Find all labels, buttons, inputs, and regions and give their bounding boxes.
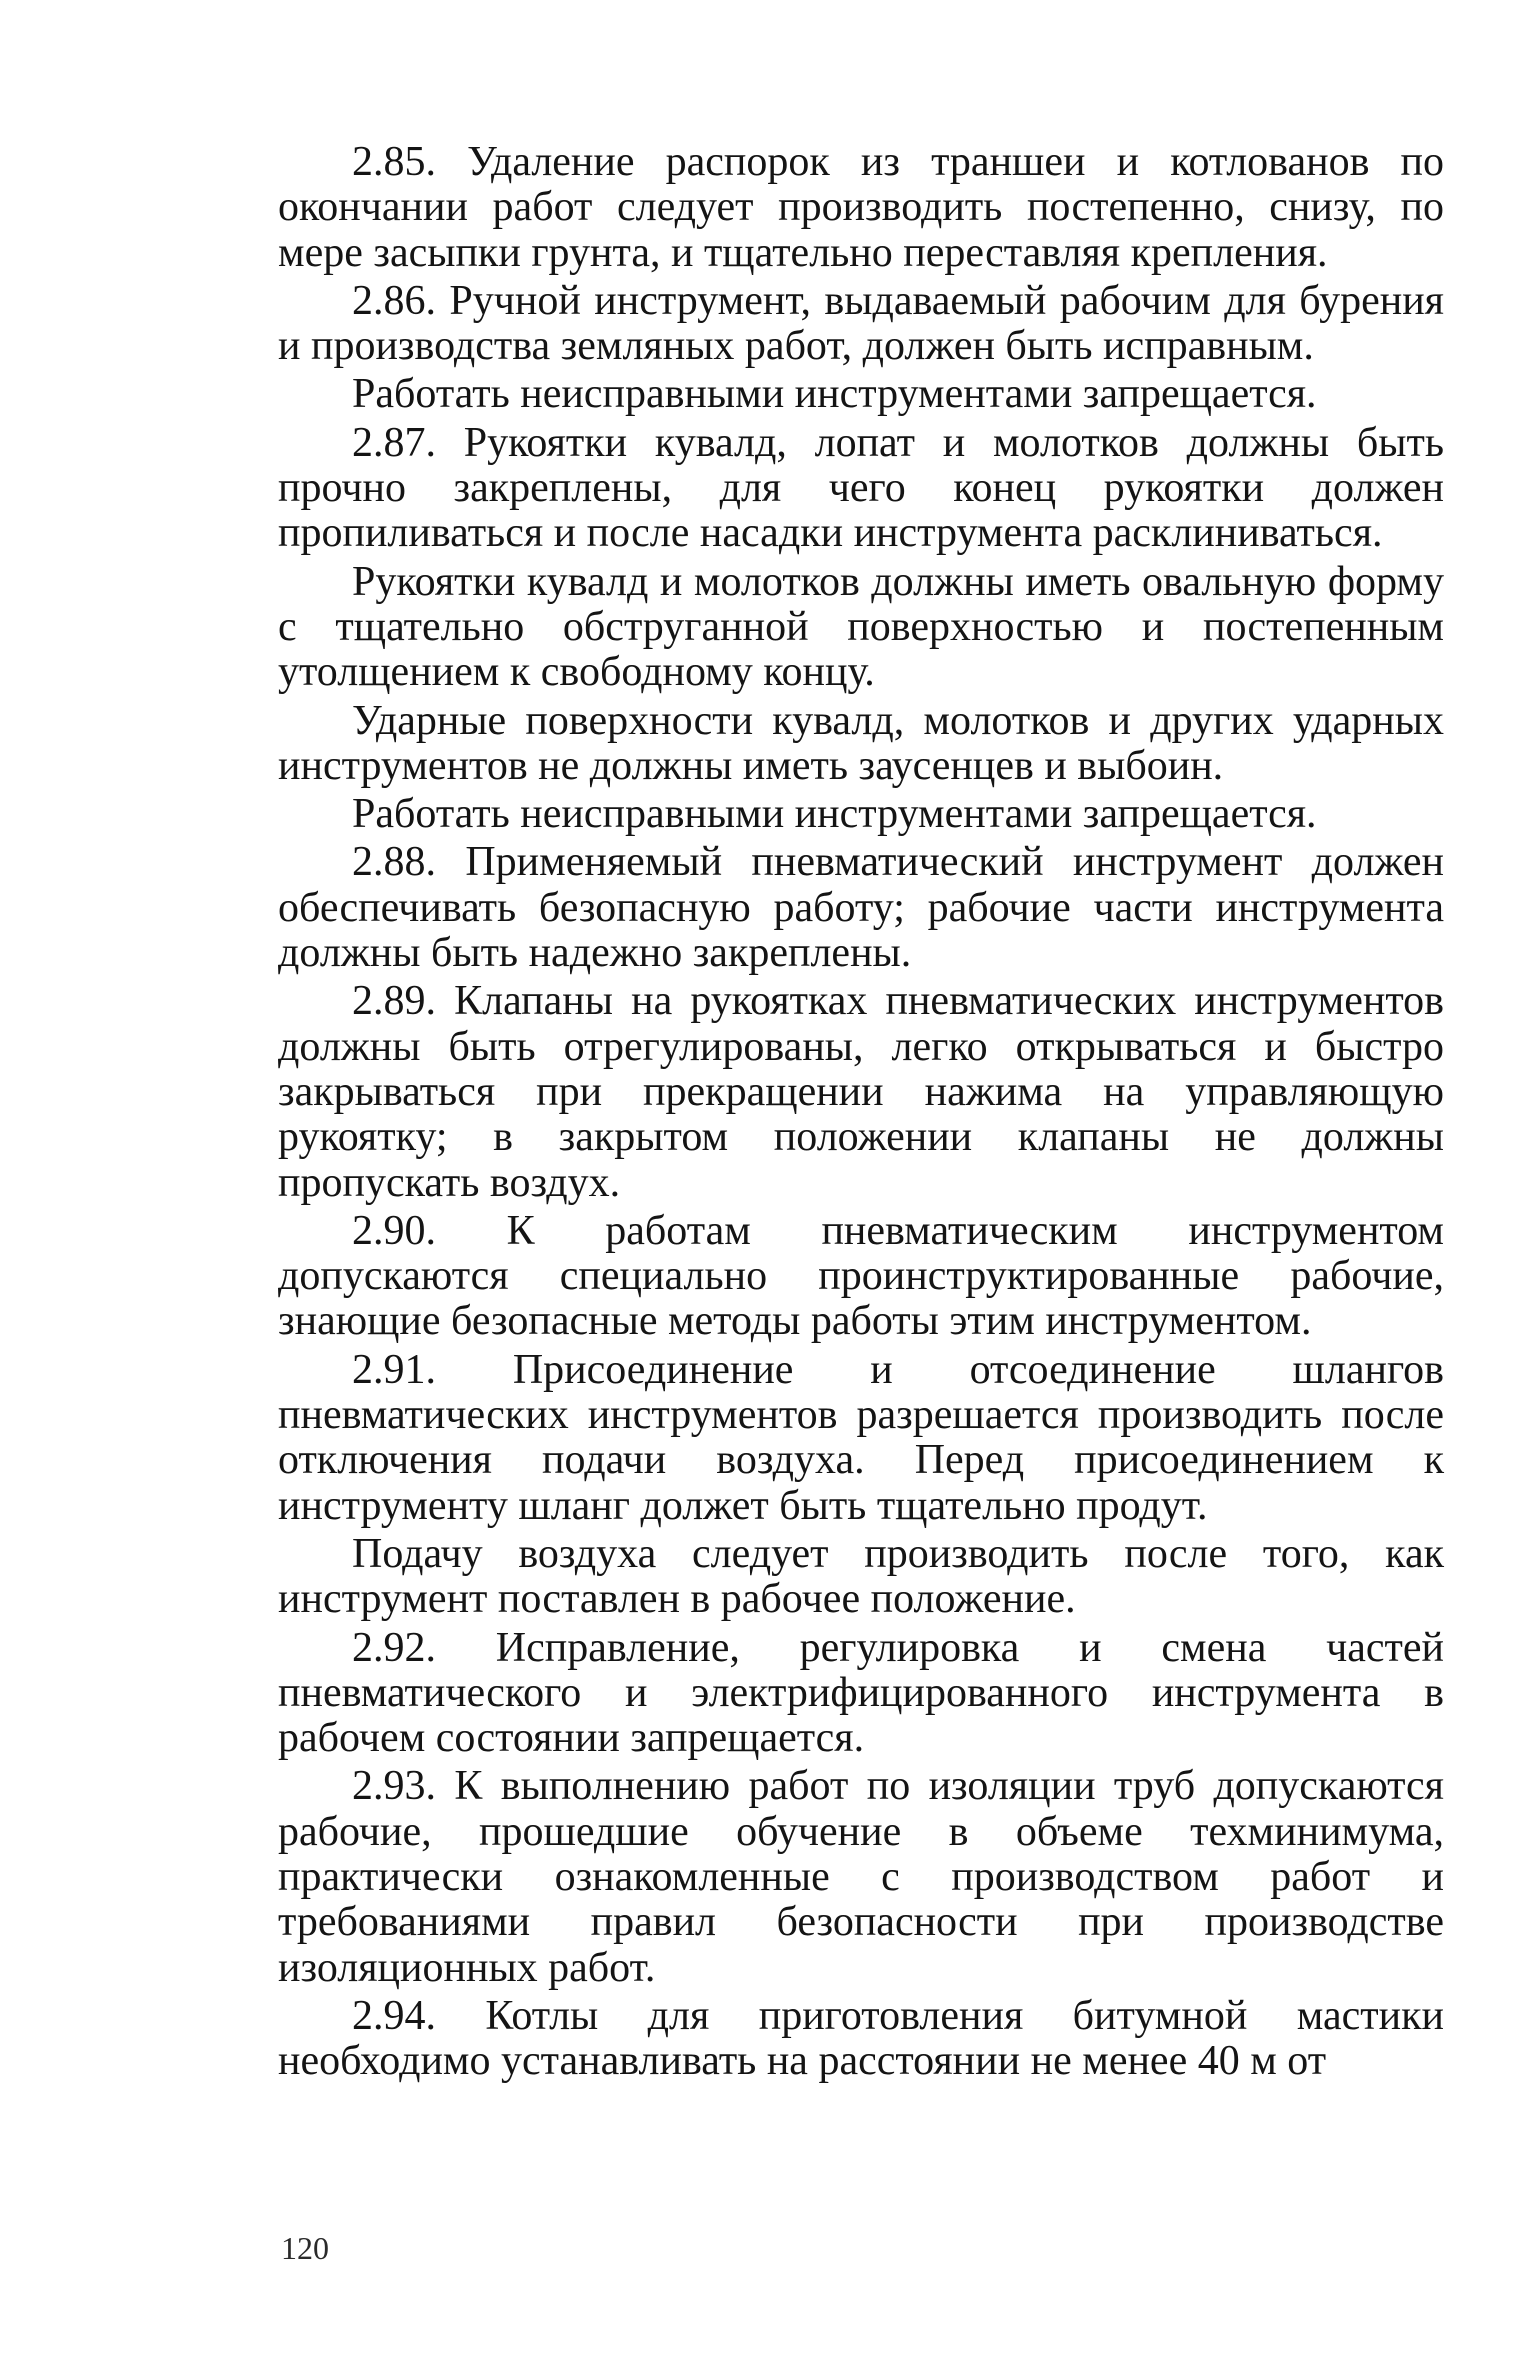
paragraph-2-91: 2.91. Присоединение и отсоединение шлангов пневматических инструментов разрешается производить после отключения подачи воздуха. Перед присоединением к инструменту шланг должет быть тщательно продут. bbox=[278, 1346, 1444, 1529]
paragraph-air-supply: Подачу воздуха следует производить после того, как инструмент поставлен в рабочее положение. bbox=[278, 1530, 1444, 1623]
body-text bbox=[278, 140, 1444, 2087]
paragraph-prohibition-2: Работать неисправными инструментами запрещается. bbox=[352, 791, 1317, 838]
paragraph-2-86: 2.86. Ручной инструмент, выдаваемый рабочим для бурения и производства земляных работ, должен быть исправным. bbox=[278, 277, 1444, 370]
paragraph-2-94: 2.94. Котлы для приготовления битумной мастики необходимо устанавливать на расстоянии не менее 40 м от bbox=[278, 1992, 1444, 2085]
paragraph-2-90: 2.90. К работам пневматическим инструментом допускаются специально проинструктированные рабочие, знающие безопасные методы работы этим инструментом. bbox=[278, 1207, 1444, 1345]
paragraph-2-85: 2.85. Удаление распорок из траншеи и котлованов по окончании работ следует производить постепенно, снизу, по мере засыпки грунта, и тщательно переставляя крепления. bbox=[278, 139, 1444, 276]
paragraph-2-93: 2.93. К выполнению работ по изоляции труб допускаются рабочие, прошедшие обучение в объеме техминимума, практически ознакомленные с производством работ и требованиями правил безопасности при производстве изоляционных работ. bbox=[278, 1763, 1444, 1991]
paragraph-2-87: 2.87. Рукоятки кувалд, лопат и молотков должны быть прочно закреплены, для чего конец рукоятки должен пропиливаться и после насадки инструмента расклиниваться. bbox=[278, 419, 1444, 557]
paragraph-2-89: 2.89. Клапаны на рукоятках пневматических инструментов должны быть отрегулированы, легко открываться и быстро закрываться при прекращении нажима на управляющую рукоятку; в закрытом положении клапаны не должны пропускать воздух. bbox=[278, 978, 1444, 1206]
paragraph-prohibition-1: Работать неисправными инструментами запрещается. bbox=[352, 371, 1317, 418]
page-number: 120 bbox=[281, 2230, 329, 2266]
paragraph-2-88: 2.88. Применяемый пневматический инструмент должен обеспечивать безопасную работу; рабочие части инструмента должны быть надежно закреплены. bbox=[278, 839, 1444, 977]
paragraph-handles-shape: Рукоятки кувалд и молотков должны иметь овальную форму с тщательно обструганной поверхностью и постепенным утолщением к свободному концу. bbox=[278, 558, 1444, 696]
paragraph-2-92: 2.92. Исправление, регулировка и смена частей пневматического и электрифицированного инструмента в рабочем состоянии запрещается. bbox=[278, 1624, 1444, 1762]
paragraph-striking-surfaces: Ударные поверхности кувалд, молотков и других ударных инструментов не должны иметь заусенцев и выбоин. bbox=[278, 697, 1444, 789]
